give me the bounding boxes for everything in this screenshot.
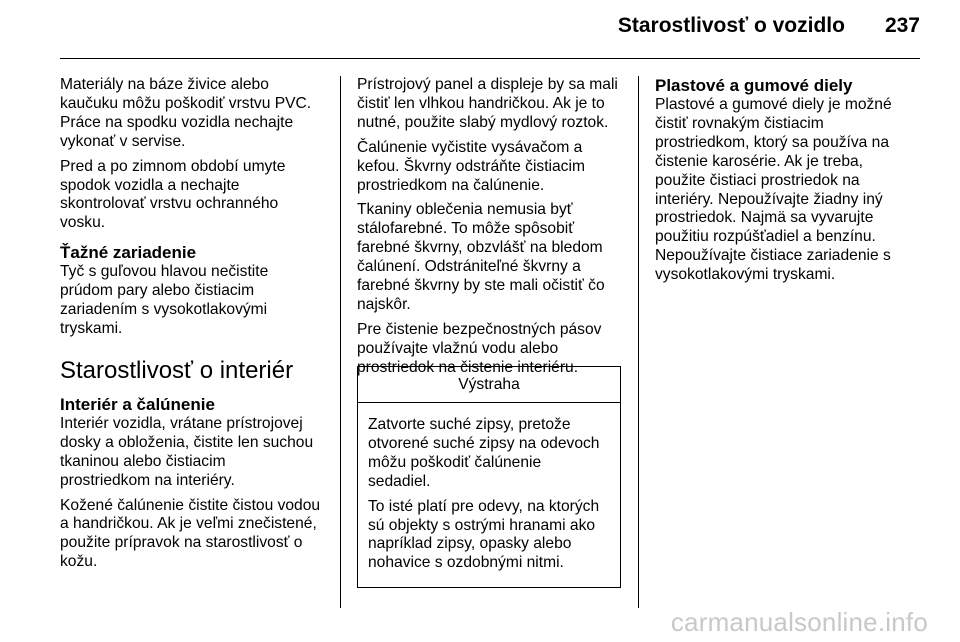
text-line: napríklad zipsy, opasky alebo [368,535,572,553]
header-rule [60,58,920,59]
text-line: Prístrojový panel a displeje by sa mali [357,76,618,93]
text-line: prúdom pary alebo čistiacim [60,282,255,300]
text-line: farebné škvrny, obzvlášť na bledom [357,239,603,257]
text-line: prostriedok. Najmä sa vyvarujte [655,209,874,227]
text-line: vykonať v servise. [60,132,186,150]
text-line: interiéry. Nepoužívajte žiadny iný [655,190,883,208]
text-line: otvorené suché zipsy na odevoch [368,434,600,452]
text-line: zariadením s vysokotlakovými [60,301,268,319]
text-line: Kožené čalúnenie čistite čistou vodou [60,496,321,514]
text-line: nutné, použite slabý mydlový roztok. [357,113,609,131]
text-line: prostriedok na čistenie interiéru. [357,358,579,376]
text-line: použite prípravok na starostlivosť o [60,534,303,552]
text-line: sú objekty s ostrými hranami ako [368,516,596,534]
text-line: kaučuku môžu poškodiť vrstvu PVC. [60,94,312,112]
column-divider [340,76,341,608]
text-line: Tkaniny oblečenia nemusia byť [357,201,573,219]
warning-title: Výstraha [358,367,620,403]
paragraph [357,76,623,133]
text-line: sedadiel. [368,472,431,490]
text-line: Pre čistenie bezpečnostných pásov [357,320,602,338]
paragraph [60,263,326,339]
paragraph [60,76,326,152]
warning-box [357,366,621,588]
text-line: stálofarebné. To môže spôsobiť [357,220,575,238]
text-line: nohavice s ozdobnými nitmi. [368,554,564,572]
chapter-title: Starostlivosť o vozidlo [617,14,845,37]
text-line: vosku. [60,214,106,232]
text-line: prostriedkom, ktorý sa používa na [655,133,890,151]
text-line: použite čistiaci prostriedok na [655,171,860,189]
paragraph [357,139,623,196]
paragraph [357,201,623,314]
text-line: dosky a obloženia, čistite len suchou [60,433,314,451]
text-line: prostriedkom na čalúnenie. [357,176,545,194]
warning-body [358,403,620,587]
text-line: a handričkou. Ak je veľmi znečistené, [60,515,317,533]
text-line: použitiu rozpúšťadiel a benzínu. [655,228,876,246]
paragraph [368,498,610,574]
text-line: To isté platí pre odevy, na ktorých [368,497,600,515]
paragraph [60,415,326,491]
text-line: najskôr. [357,295,411,313]
page-number: 237 [884,14,920,37]
page-header [618,14,920,48]
text-line: čistenie karosérie. Ak je treba, [655,152,864,170]
column-divider [638,76,639,608]
paragraph [368,416,610,492]
text-line: môžu poškodiť čalúnenie [368,453,542,471]
text-line: Práce na spodku vozidla nechajte [60,113,294,131]
paragraph [60,158,326,234]
text-line: spodok vozidla a nechajte [60,176,240,194]
column-right [655,76,921,291]
paragraph [655,96,921,285]
text-line: Plastové a gumové diely je možné [655,96,892,113]
text-line: Zatvorte suché zipsy, pretože [368,416,571,433]
plastic-rubber-heading: Plastové a gumové diely [655,76,853,95]
text-line: Interiér vozidla, vrátane prístrojovej [60,414,303,432]
paragraph [60,497,326,573]
column-left [60,76,326,578]
text-line: prostriedkom na interiéry. [60,471,235,489]
watermark: carmanualsonline.info [670,607,928,637]
column-middle [357,76,623,384]
text-line: Čalúnenie vyčistite vysávačom a [357,138,583,156]
tow-bar-heading: Ťažné zariadenie [60,243,197,263]
text-line: skontrolovať vrstvu ochranného [60,195,279,213]
text-line: čistiť rovnakým čistiacim [655,114,824,132]
text-line: kefou. Škvrny odstráňte čistiacim [357,157,585,175]
text-line: kožu. [60,553,98,571]
section-heading: Starostlivosť o interiér [60,356,294,384]
text-line: tryskami. [60,319,123,337]
interior-heading: Interiér a čalúnenie [60,394,215,414]
text-line: čalúnení. Odstrániteľné škvrny a [357,258,581,276]
text-line: vysokotlakovými tryskami. [655,266,836,284]
text-line: Materiály na báze živice alebo [60,76,269,93]
text-line: farebné škvrny by ste mali očistiť čo [357,277,605,295]
text-line: Nepoužívajte čistiace zariadenie s [655,247,891,265]
text-line: Tyč s guľovou hlavou nečistite [60,263,269,281]
text-line: čistiť len vlhkou handričkou. Ak je to [357,94,605,112]
text-line: používajte vlažnú vodu alebo [357,339,559,357]
text-line: tkaninou alebo čistiacim [60,452,226,470]
text-line: Pred a po zimnom období umyte [60,157,286,175]
